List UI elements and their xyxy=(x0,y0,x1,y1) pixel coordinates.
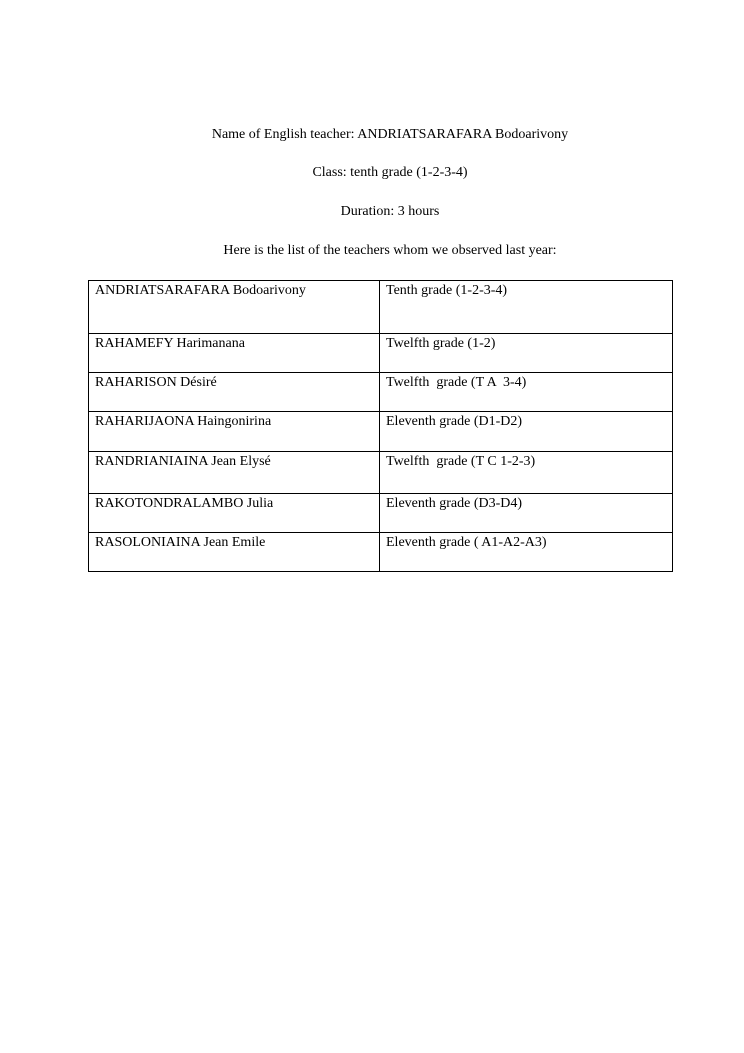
grade-cell: Twelfth grade (T C 1-2-3) xyxy=(380,452,673,494)
table-row xyxy=(89,452,673,494)
teacher-name-cell: RAHARIJAONA Haingonirina xyxy=(89,412,380,452)
teacher-name-cell: RAHAMEFY Harimanana xyxy=(89,334,380,373)
teacher-name-cell: ANDRIATSARAFARA Bodoarivony xyxy=(89,281,380,334)
teacher-name-cell: RAHARISON Désiré xyxy=(89,373,380,412)
observed-teachers-table xyxy=(88,280,673,572)
duration-line: Duration: 3 hours xyxy=(340,204,440,219)
table-row xyxy=(89,494,673,533)
teacher-name-cell: RAKOTONDRALAMBO Julia xyxy=(89,494,380,533)
grade-cell: Twelfth grade (1-2) xyxy=(380,334,673,373)
grade-cell: Eleventh grade ( A1-A2-A3) xyxy=(380,533,673,572)
grade-cell: Eleventh grade (D3-D4) xyxy=(380,494,673,533)
table-row xyxy=(89,412,673,452)
table-row xyxy=(89,334,673,373)
table-row xyxy=(89,281,673,334)
grade-cell: Twelfth grade (T A 3-4) xyxy=(380,373,673,412)
teacher-name-cell: RASOLONIAINA Jean Emile xyxy=(89,533,380,572)
grade-cell: Tenth grade (1-2-3-4) xyxy=(380,281,673,334)
table-row xyxy=(89,373,673,412)
table-row xyxy=(89,533,673,572)
intro-line: Here is the list of the teachers whom we observed last year: xyxy=(223,243,557,258)
class-line: Class: tenth grade (1-2-3-4) xyxy=(312,165,468,180)
grade-cell: Eleventh grade (D1-D2) xyxy=(380,412,673,452)
teacher-name-line: Name of English teacher: ANDRIATSARAFARA Bodoarivony xyxy=(211,127,569,142)
teacher-name-cell: RANDRIANIAINA Jean Elysé xyxy=(89,452,380,494)
